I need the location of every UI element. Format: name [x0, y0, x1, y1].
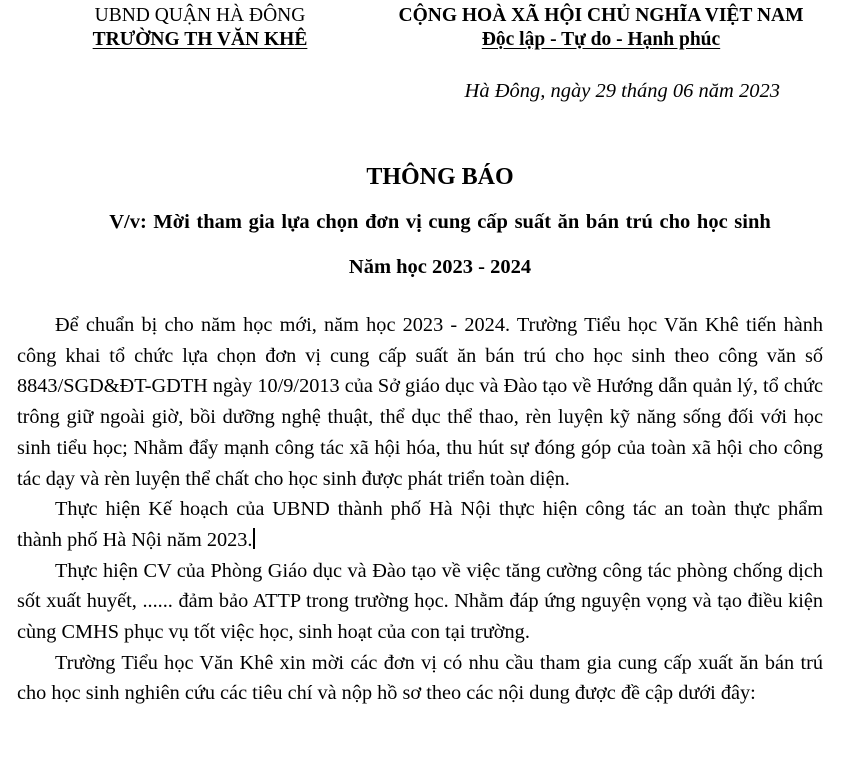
school-year: Năm học 2023 - 2024 — [348, 256, 532, 278]
national-motto: Độc lập - Tự do - Hạnh phúc — [481, 29, 721, 50]
country-name: CỘNG HOÀ XÃ HỘI CHỦ NGHĨA VIỆT NAM — [398, 5, 804, 26]
issuer-agency: UBND QUẬN HÀ ĐÔNG — [94, 5, 306, 26]
body-paragraph: Trường Tiểu học Văn Khê xin mời các đơn vị có nhu cầu tham gia cung cấp xuất ăn bán trú cho học sinh nghiên cứu các tiêu chí và nộp hồ sơ theo các nội dung được đề cập dưới đây: — [17, 651, 823, 705]
document-subject: V/v: Mời tham gia lựa chọn đơn vị cung cấp suất ăn bán trú cho học sinh — [109, 211, 771, 233]
body-paragraph — [17, 494, 823, 555]
text-cursor — [253, 528, 255, 549]
body-paragraph-text: Thực hiện Kế hoạch của UBND thành phố Hà Nội thực hiện công tác an toàn thực phẩm thành phố Hà Nội năm 2023. — [17, 498, 823, 551]
document-title: THÔNG BÁO — [366, 164, 514, 190]
date-line: Hà Đông, ngày 29 tháng 06 năm 2023 — [464, 80, 780, 102]
body-paragraph: Để chuẩn bị cho năm học mới, năm học 2023 - 2024. Trường Tiểu học Văn Khê tiến hành công khai tổ chức lựa chọn đơn vị cung cấp suất ăn bán trú cho học sinh theo công văn số 8843/SGD&ĐT-GDTH ngày 10/9/2013 của Sở giáo dục và Đào tạo về Hướng dẫn quản lý, tổ chức trông giữ ngoài giờ, bồi dưỡng nghệ thuật, thể dục thể thao, rèn luyện kỹ năng sống đối với học sinh tiểu học; Nhằm đẩy mạnh công tác xã hội hóa, thu hút sự đóng góp của toàn xã hội cho công tác dạy và rèn luyện thể chất cho học sinh được phát triển toàn diện. — [17, 314, 823, 490]
document-body[interactable] — [17, 310, 823, 709]
body-paragraph: Thực hiện CV của Phòng Giáo dục và Đào tạo về việc tăng cường công tác phòng chống dịch sốt xuất huyết, ...... đảm bảo ATTP trong trường học. Nhằm đáp ứng nguyện vọng và tạo điều kiện cùng CMHS phục vụ tốt việc học, sinh hoạt của con tại trường. — [17, 559, 823, 644]
issuer-block — [68, 4, 332, 52]
issuer-school: TRƯỜNG TH VĂN KHÊ — [92, 29, 308, 50]
national-header — [366, 4, 836, 52]
